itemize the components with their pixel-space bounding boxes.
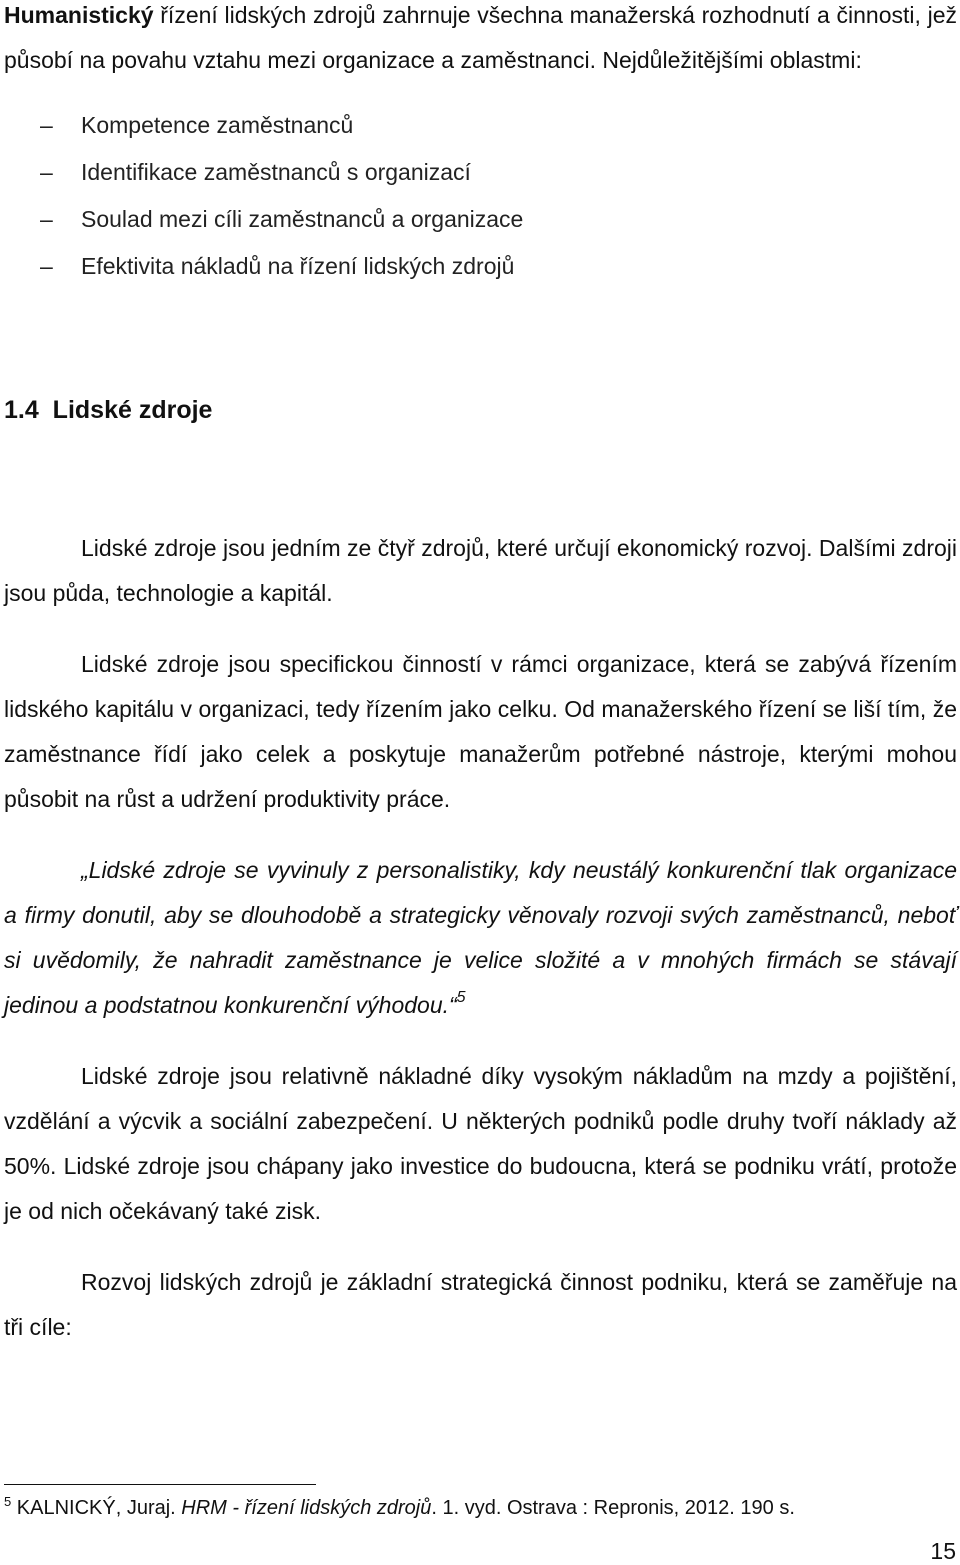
list-item (4, 149, 957, 196)
footnote-rest: . 1. vyd. Ostrava : Repronis, 2012. 190 s. (431, 1497, 795, 1519)
paragraph: Lidské zdroje jsou relativně nákladné díky vysokým nákladům na mzdy a pojištění, vzdělání a výcvik a sociální zabezpečení. U některých podniků podle druhy tvoří náklady až 50%. Lidské zdroje jsou chápany jako investice do budoucna, která se podniku vrátí, protože je od nich očekávaný také zisk. (4, 1063, 957, 1224)
intro-term: Humanistický (4, 2, 154, 28)
footnote-title: HRM - řízení lidských zdrojů (181, 1497, 432, 1519)
intro-paragraph (4, 0, 957, 83)
list-item-text: Soulad mezi cíli zaměstnanců a organizace (81, 206, 524, 232)
list-item (4, 196, 957, 243)
footnote-separator (4, 1484, 316, 1485)
section-title: Lidské zdroje (52, 396, 213, 424)
quote-paragraph (4, 848, 957, 1028)
dash-bullet: – (40, 159, 53, 185)
quote-text: „Lidské zdroje se vyvinuly z personalistiky, kdy neustálý konkurenční tlak organizace a firmy donutil, aby se dlouhodobě a strategicky věnovaly rozvoji svých zaměstnanců, neboť si uvědomily, že nahradit zaměstnance je velice složité a v mnohých firmách se stávají jedinou a podstatnou konkurenční výhodou.“ (4, 857, 957, 1018)
dash-bullet: – (40, 206, 53, 232)
list-item-text: Identifikace zaměstnanců s organizací (81, 159, 471, 185)
footnote-ref[interactable]: 5 (456, 989, 466, 1006)
dash-bullet: – (40, 253, 53, 279)
list-item-text: Efektivita nákladů na řízení lidských zdrojů (81, 253, 515, 279)
section-number: 1.4 (4, 396, 39, 424)
document-page (4, 0, 957, 1350)
paragraph: Lidské zdroje jsou jedním ze čtyř zdrojů, které určují ekonomický rozvoj. Dalšími zdroji jsou půda, technologie a kapitál. (4, 535, 957, 606)
intro-text: řízení lidských zdrojů zahrnuje všechna manažerská rozhodnutí a činnosti, jež působí na povahu vztahu mezi organizace a zaměstnanci. Nejdůležitějšími oblastmi: (4, 2, 957, 73)
list-item (4, 243, 957, 290)
list-item (4, 102, 957, 149)
page-number: 15 (930, 1538, 956, 1564)
footnote (4, 1495, 795, 1521)
paragraph: Rozvoj lidských zdrojů je základní strategická činnost podniku, která se zaměřuje na tři cíle: (4, 1269, 957, 1340)
paragraph: Lidské zdroje jsou specifickou činností v rámci organizace, která se zabývá řízením lidského kapitálu v organizaci, tedy řízením jako celku. Od manažerského řízení se liší tím, že zaměstnance řídí jako celek a poskytuje manažerům potřebné nástroje, kterými mohou působit na růst a udržení produktivity práce. (4, 651, 957, 812)
section-heading (4, 395, 957, 425)
footnote-number: 5 (4, 1494, 12, 1509)
areas-list (4, 102, 957, 290)
list-item-text: Kompetence zaměstnanců (81, 112, 354, 138)
dash-bullet: – (40, 112, 53, 138)
footnote-author: KALNICKÝ, Juraj. (11, 1497, 182, 1519)
